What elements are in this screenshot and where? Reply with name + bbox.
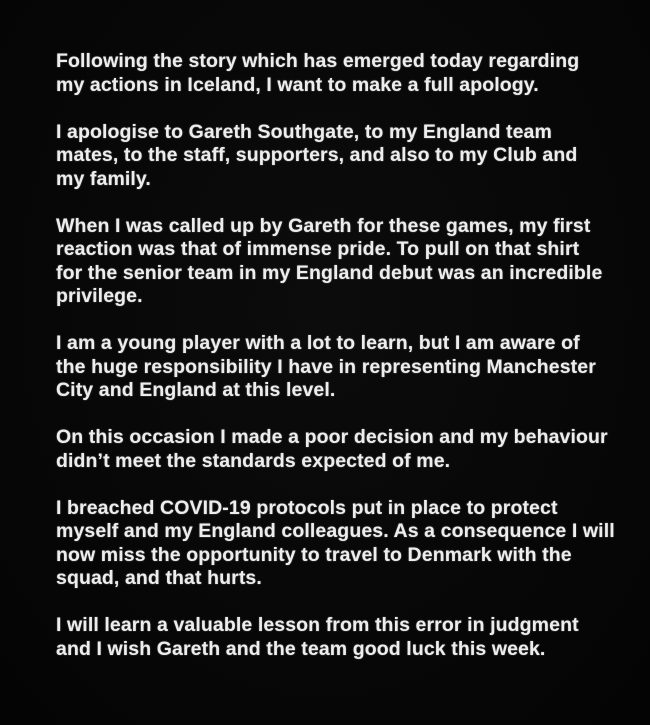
statement-paragraph: [56, 332, 604, 403]
statement-paragraph: [56, 426, 608, 473]
statement-paragraph: [56, 215, 604, 309]
statement-line: I breached COVID-19 protocols put in place to protect: [56, 496, 558, 519]
statement-line: and I wish Gareth and the team good luck this week.: [56, 637, 546, 660]
statement-line: now miss the opportunity to travel to Denmark with the: [56, 543, 572, 566]
statement-line: for the senior team in my England debut was an incredible: [56, 261, 603, 284]
statement-paragraph: [56, 614, 604, 661]
statement-line: the huge responsibility I have in representing Manchester: [56, 355, 596, 378]
statement-paragraph: [56, 50, 604, 97]
statement-line: Following the story which has emerged today regarding: [56, 50, 580, 72]
apology-statement-text: [56, 50, 615, 661]
statement-line: my family.: [56, 167, 151, 190]
statement-line: On this occasion I made a poor decision and my behaviour: [56, 426, 608, 448]
statement-line: my actions in Iceland, I want to make a full apology.: [56, 73, 539, 96]
statement-line: I am a young player with a lot to learn, but I am aware of: [56, 332, 580, 354]
statement-line: I will learn a valuable lesson from this error in judgment: [56, 614, 579, 636]
statement-line: I apologise to Gareth Southgate, to my England team: [56, 120, 552, 143]
statement-line: When I was called up by Gareth for these games, my first: [56, 214, 591, 237]
statement-line: City and England at this level.: [56, 379, 336, 401]
statement-line: myself and my England colleagues. As a consequence I will: [56, 520, 615, 542]
statement-line: privilege.: [56, 285, 143, 307]
statement-line: squad, and that hurts.: [56, 567, 262, 589]
statement-paragraph: [56, 496, 615, 591]
statement-line: didn’t meet the standards expected of me.: [56, 449, 451, 472]
statement-line: reaction was that of immense pride. To pull on that shirt: [56, 238, 580, 260]
statement-paragraph: [56, 121, 604, 192]
statement-line: mates, to the staff, supporters, and also to my Club and: [56, 144, 578, 166]
